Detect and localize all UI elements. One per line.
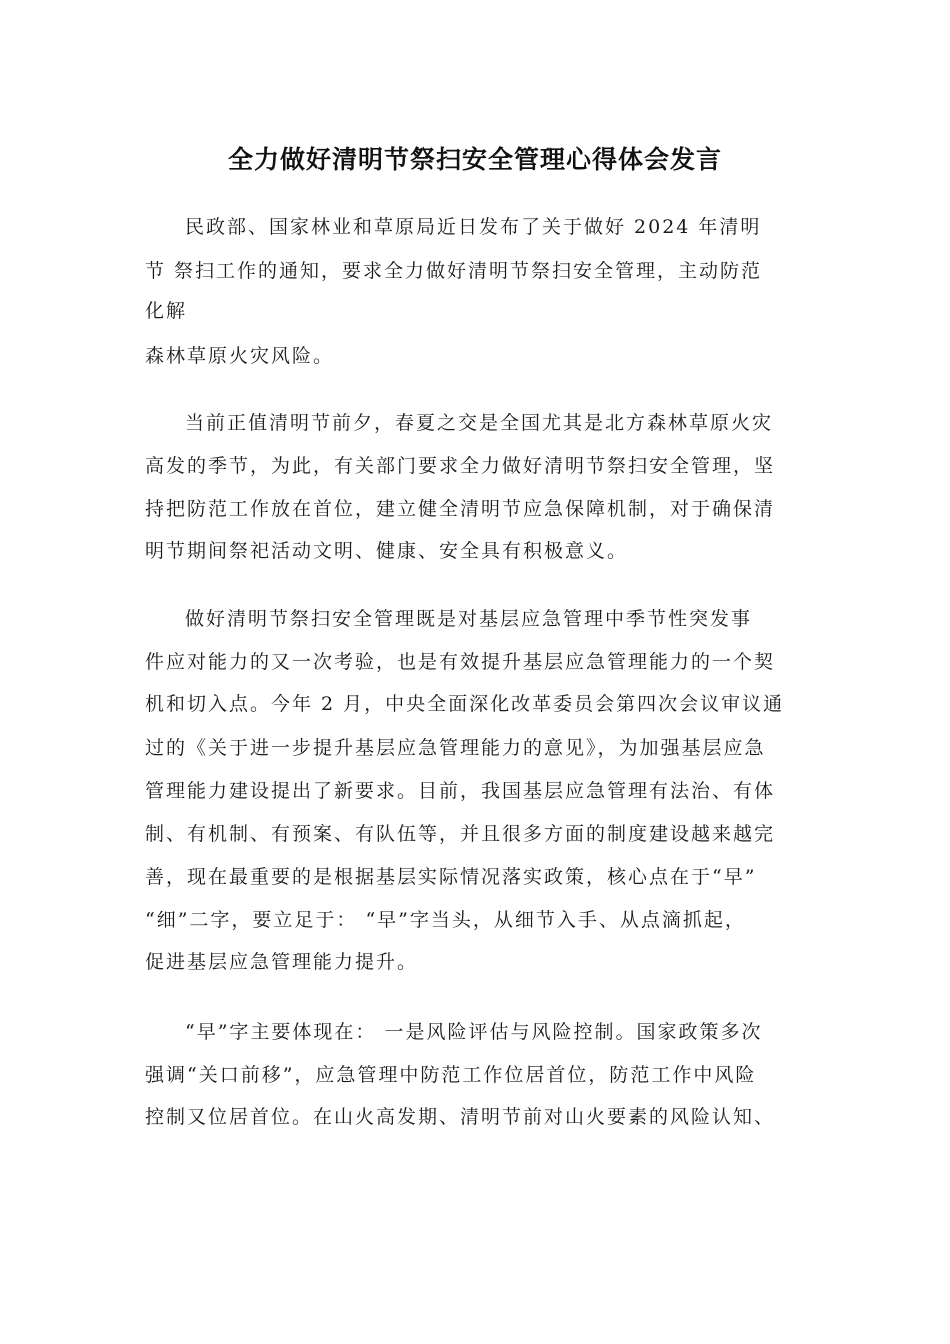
paragraph-2-line-3: 持把防范工作放在首位，建立健全清明节应急保障机制，对于确保清 bbox=[145, 498, 776, 520]
paragraph-3-line-7: 善，现在最重要的是根据基层实际情况落实政策，核心点在于“早” bbox=[145, 866, 757, 888]
paragraph-3-line-6: 制、有机制、有预案、有队伍等，并且很多方面的制度建设越来越完 bbox=[145, 823, 776, 845]
document-title: 全力做好清明节祭扫安全管理心得体会发言 bbox=[227, 145, 722, 174]
paragraph-1-line-3: 化解 bbox=[145, 300, 188, 322]
paragraph-2-line-1: 当前正值清明节前夕，春夏之交是全国尤其是北方森林草原火灾 bbox=[185, 412, 774, 434]
paragraph-3-line-2: 件应对能力的又一次考验，也是有效提升基层应急管理能力的一个契 bbox=[145, 651, 776, 673]
paragraph-3-line-3: 机和切入点。今年 2 月，中央全面深化改革委员会第四次会议审议通 bbox=[145, 693, 785, 715]
paragraph-2-line-4: 明节期间祭祀活动文明、健康、安全具有积极意义。 bbox=[145, 540, 629, 562]
paragraph-1-line-1: 民政部、国家林业和草原局近日发布了关于做好 2024 年清明 bbox=[185, 216, 762, 238]
paragraph-3-line-1: 做好清明节祭扫安全管理既是对基层应急管理中季节性突发事 bbox=[185, 608, 753, 630]
paragraph-4-line-2: 强调“关口前移”，应急管理中防范工作位居首位，防范工作中风险 bbox=[145, 1064, 757, 1086]
paragraph-4-line-3: 控制又位居首位。在山火高发期、清明节前对山火要素的风险认知、 bbox=[145, 1106, 776, 1128]
paragraph-1-line-2: 节 祭扫工作的通知，要求全力做好清明节祭扫安全管理，主动防范 bbox=[145, 260, 763, 282]
paragraph-2-line-2: 高发的季节，为此，有关部门要求全力做好清明节祭扫安全管理，坚 bbox=[145, 455, 776, 477]
paragraph-3-line-8: “细”二字，要立足于： “早”字当头，从细节入手、从点滴抓起， bbox=[145, 909, 746, 931]
paragraph-4-line-1: “早”字主要体现在： 一是风险评估与风险控制。国家政策多次 bbox=[185, 1021, 763, 1043]
paragraph-1-line-4: 森林草原火灾风险。 bbox=[145, 345, 335, 367]
paragraph-3-line-9: 促进基层应急管理能力提升。 bbox=[145, 951, 419, 973]
paragraph-3-line-5: 管理能力建设提出了新要求。目前，我国基层应急管理有法治、有体 bbox=[145, 780, 776, 802]
paragraph-3-line-4: 过的《关于进一步提升基层应急管理能力的意见》，为加强基层应急 bbox=[145, 737, 766, 759]
